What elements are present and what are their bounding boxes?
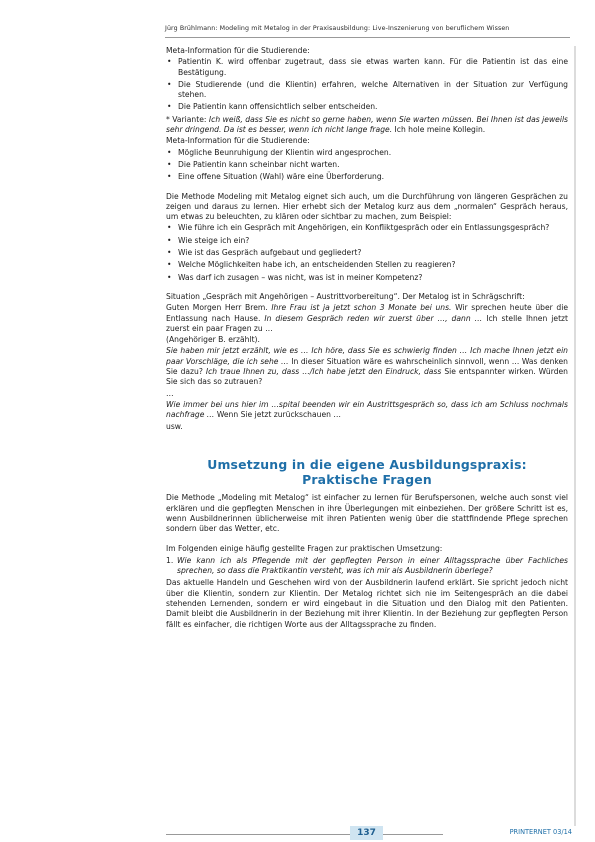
page-number: 137 bbox=[350, 826, 383, 840]
method-paragraph: Die Methode Modeling mit Metalog eignet sich auch, um die Durchführung von längeren Gesprächen zu zeigen und daraus zu lernen. Hier erhebt sich der Metalog kurz aus dem „normalen“ Gespräch heraus, um etwas zu beleuchten, zu klären oder sichtbar zu machen, zum Beispiel: bbox=[166, 191, 568, 222]
footer-rule-right bbox=[383, 834, 443, 835]
variant-italic-text: Ich weiß, dass Sie es nicht so gerne haben, wenn Sie warten müssen. Bei Ihnen ist das jeweils sehr dringend. Da ist es besser, wenn ich nicht lange frage. bbox=[166, 114, 569, 135]
dialogue-text: Wir sprechen heute über die Entlassung nach Hause. bbox=[166, 303, 569, 323]
dialogue-text: Wenn Sie jetzt zurückschauen … bbox=[214, 410, 341, 420]
page-body bbox=[166, 46, 568, 631]
variant-normal-text: Ich hole meine Kollegin. bbox=[392, 125, 486, 135]
dialogue-text: Guten Morgen Herr Brem. bbox=[166, 303, 272, 313]
question-number: 1. bbox=[166, 555, 174, 565]
metalog-text: Sie haben mir jetzt erzählt, wie es … Ich höre, dass Sie es schwierig finden … Ich mache Ihnen jetzt ein paar Vorschläge, die ich sehe … bbox=[166, 346, 568, 366]
dialogue-text: Sie entspannter wirken. Würden Sie sich das so zutrauen? bbox=[166, 367, 568, 387]
margin-bar bbox=[574, 46, 576, 826]
header-rule bbox=[165, 37, 570, 38]
section-paragraph-2: Im Folgenden einige häufig gestellte Fragen zur praktischen Umsetzung: bbox=[166, 543, 443, 553]
section-paragraph-3: Das aktuelle Handeln und Geschehen wird von der Ausbildnerin laufend erklärt. Sie spricht jedoch nicht über die Klientin, sondern zur Klientin. Der Metalog richtet sich nie im Seitengespräch an die dabei stehenden Lernenden, sondern er wird eingebaut in die Situation und den Dialog mit den Patienten. Damit bleibt die Ausbildnerin in der Beziehung mit ihrer Klientin. In der Beziehung zur gepflegten Person fällt es einfacher, die richtigen Worte aus der Alltagssprache zu finden. bbox=[166, 578, 568, 629]
dialogue-paragraph-3 bbox=[166, 346, 568, 387]
question-item bbox=[166, 556, 568, 577]
metalog-text: Wie immer bei uns hier im …spital beenden wir ein Austrittsgespräch so, dass ich am Schluss nochmals nachfrage … bbox=[166, 399, 568, 420]
list-item: • Wie ist das Gespräch aufgebaut und gegliedert? bbox=[166, 248, 568, 258]
dialogue-paragraph-5 bbox=[166, 400, 568, 421]
list-item: • Die Studierende (und die Klientin) erfahren, welche Alternativen in der Situation zur Verfügung stehen. bbox=[166, 80, 568, 101]
variant-paragraph bbox=[166, 115, 568, 136]
dialogue-paragraph-2: (Angehöriger B. erzählt). bbox=[166, 335, 260, 345]
list-item: • Patientin K. wird offenbar zugetraut, dass sie etwas warten kann. Für die Patientin ist das eine Bestätigung. bbox=[166, 57, 568, 78]
meta-info-list-1 bbox=[166, 57, 568, 112]
method-question-list bbox=[166, 223, 568, 282]
list-item: • Eine offene Situation (Wahl) wäre eine Überforderung. bbox=[166, 172, 568, 182]
dialogue-paragraph-1 bbox=[166, 303, 568, 334]
variant-marker: * Variante: bbox=[166, 114, 209, 124]
question-list bbox=[166, 556, 568, 577]
list-item: • Die Patientin kann offensichtlich selber entscheiden. bbox=[166, 102, 568, 112]
metalog-text: Ihre Frau ist ja jetzt schon 3 Monate bei uns. bbox=[271, 303, 452, 313]
metalog-text: In diesem Gespräch reden wir zuerst über …, dann … bbox=[264, 313, 483, 323]
meta-info-title-2: Meta-Information für die Studierende: bbox=[166, 136, 310, 146]
list-item: • Was darf ich zusagen – was nicht, was ist in meiner Kompetenz? bbox=[166, 273, 568, 283]
dialogue-ellipsis: … bbox=[166, 388, 174, 398]
list-item: • Die Patientin kann scheinbar nicht warten. bbox=[166, 160, 568, 170]
journal-name: PRINTERNET 03/14 bbox=[509, 828, 572, 836]
question-text: Wie kann ich als Pflegende mit der gepflegten Person in einer Alltagssprache über Fachliches sprechen, so dass die Praktikantin versteht, was ich mir als Ausbildnerin überlege? bbox=[177, 555, 568, 576]
section-heading-line-2: Praktische Fragen bbox=[302, 471, 432, 487]
section-paragraph-1: Die Methode „Modeling mit Metalog“ ist einfacher zu lernen für Berufspersonen, welche auch sonst viel erklären und die gepflegten Menschen in ihre Überlegungen mit einbeziehen. Der größere Schritt ist es, wenn Ausbildnerinnen üblicherweise mit ihren Patienten wenig über die stattfindende Pflege sprechen sondern über das Wetter, etc. bbox=[166, 493, 568, 534]
meta-info-list-2 bbox=[166, 148, 568, 183]
metalog-text: Ich traue Ihnen zu, dass …/Ich habe jetzt den Eindruck, dass bbox=[205, 367, 442, 377]
running-head: Jürg Brühlmann: Modeling mit Metalog in der Praxisausbildung: Live-Inszenierung von beruflichem Wissen bbox=[165, 25, 510, 32]
list-item: • Mögliche Beunruhigung der Klientin wird angesprochen. bbox=[166, 148, 568, 158]
list-item: • Welche Möglichkeiten habe ich, an entscheidenden Stellen zu reagieren? bbox=[166, 260, 568, 270]
section-heading bbox=[166, 458, 568, 488]
dialogue-text: In dieser Situation wäre es wahrscheinlich sinnvoll, wenn … Was denken Sie dazu? bbox=[166, 356, 568, 377]
meta-info-title-1: Meta-Information für die Studierende: bbox=[166, 46, 310, 55]
situation-title: Situation „Gespräch mit Angehörigen – Austrittvorbereitung“. Der Metalog ist in Schrägschrift: bbox=[166, 291, 525, 301]
dialogue-etc: usw. bbox=[166, 421, 183, 431]
section-heading-line-1: Umsetzung in die eigene Ausbildungspraxis: bbox=[207, 456, 527, 472]
list-item: • Wie steige ich ein? bbox=[166, 236, 568, 246]
list-item: • Wie führe ich ein Gespräch mit Angehörigen, ein Konfliktgespräch oder ein Entlassungsgespräch? bbox=[166, 223, 568, 233]
footer-rule-left bbox=[166, 834, 350, 835]
dialogue-text: Ich stelle Ihnen jetzt zuerst ein paar Fragen zu … bbox=[166, 313, 569, 333]
